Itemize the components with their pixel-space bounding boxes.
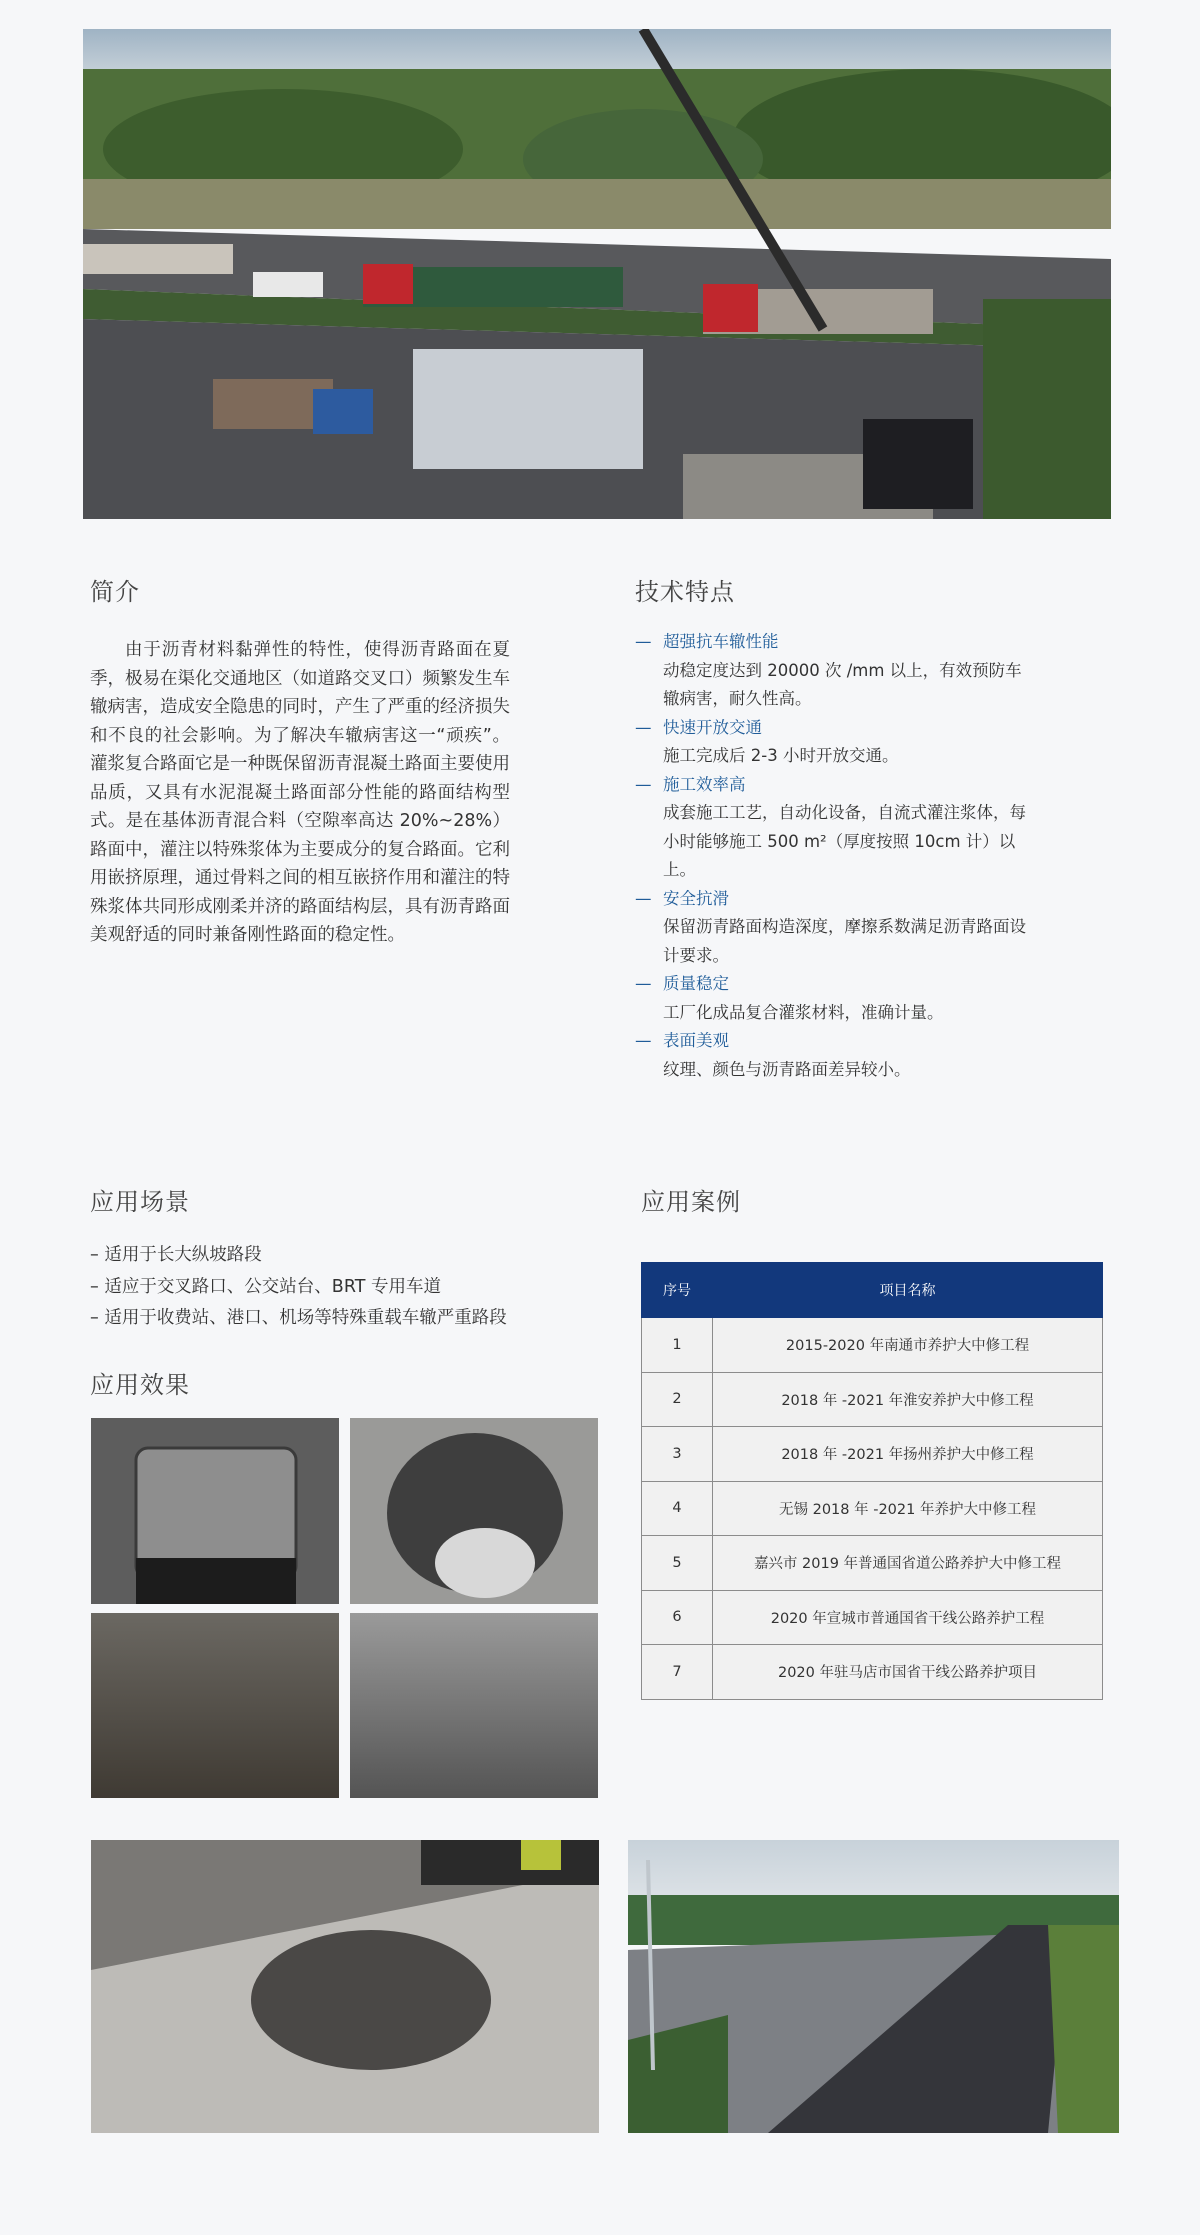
feature-dash: —: [635, 632, 652, 651]
core-sample-photo: [91, 1418, 339, 1604]
feature-title: [635, 1027, 1035, 1056]
feature-dash: —: [635, 774, 652, 794]
row-project: 2020 年驻马店市国省干线公路养护项目: [713, 1645, 1103, 1700]
feature-title-text: 表面美观: [663, 1031, 729, 1050]
features-title: 技术特点: [635, 578, 735, 606]
cases-table: [641, 1262, 1103, 1700]
feature-description: 保留沥青路面构造深度，摩擦系数满足沥青路面设计要求。: [663, 917, 1026, 965]
feature-title-text: 质量稳定: [663, 974, 729, 993]
feature-description: 施工完成后 2-3 小时开放交通。: [663, 746, 899, 765]
table-row: [642, 1318, 1103, 1373]
feature-item: [635, 714, 1035, 771]
table-row: [642, 1372, 1103, 1427]
features-list: [635, 628, 1035, 1084]
feature-title: [635, 771, 1035, 800]
header-index: 序号: [642, 1263, 713, 1318]
scenes-title: 应用场景: [90, 1188, 190, 1216]
row-project: 嘉兴市 2019 年普通国省道公路养护大中修工程: [713, 1536, 1103, 1591]
scene-item: – 适用于收费站、港口、机场等特殊重载车辙严重路段: [90, 1308, 507, 1328]
row-project: 2018 年 -2021 年扬州养护大中修工程: [713, 1427, 1103, 1482]
feature-title: [635, 628, 1035, 657]
table-row: [642, 1645, 1103, 1700]
feature-description: 纹理、颜色与沥青路面差异较小。: [663, 1059, 911, 1079]
scenes-list: [90, 1240, 507, 1335]
cases-title: 应用案例: [641, 1188, 741, 1216]
table-row: [642, 1481, 1103, 1536]
feature-item: [635, 628, 1035, 714]
row-index: 3: [642, 1427, 713, 1482]
feature-title: [635, 714, 1035, 743]
hero-construction-photo: [83, 29, 1111, 519]
feature-dash: —: [635, 974, 652, 993]
feature-description: 工厂化成品复合灌浆材料，准确计量。: [663, 1002, 944, 1022]
table-header-row: [642, 1263, 1103, 1318]
row-index: 4: [642, 1481, 713, 1536]
effects-title: 应用效果: [90, 1371, 190, 1399]
row-project: 2015-2020 年南通市养护大中修工程: [713, 1318, 1103, 1373]
feature-title-text: 快速开放交通: [663, 717, 762, 737]
feature-description: 成套施工工艺，自动化设备，自流式灌注浆体，每小时能够施工 500 m²（厚度按照 10cm 计）以上。: [663, 803, 1026, 879]
feature-dash: —: [635, 888, 652, 908]
scene-item: – 适用于长大纵坡路段: [90, 1245, 262, 1265]
row-project: 2020 年宣城市普通国省干线公路养护工程: [713, 1590, 1103, 1645]
feature-dash: —: [635, 717, 652, 737]
feature-dash: —: [635, 1031, 652, 1050]
feature-description: 动稳定度达到 20000 次 /mm 以上，有效预防车辙病害，耐久性高。: [663, 660, 1022, 708]
row-index: 2: [642, 1372, 713, 1427]
grout-pouring-photo: [91, 1840, 599, 2133]
feature-title-text: 安全抗滑: [663, 888, 729, 908]
feature-item: [635, 771, 1035, 885]
feature-item: [635, 885, 1035, 971]
table-row: [642, 1590, 1103, 1645]
feature-item: [635, 1027, 1035, 1084]
row-project: 2018 年 -2021 年淮安养护大中修工程: [713, 1372, 1103, 1427]
table-row: [642, 1536, 1103, 1591]
scene-item: – 适应于交叉路口、公交站台、BRT 专用车道: [90, 1276, 441, 1297]
intro-paragraph: 由于沥青材料黏弹性的特性，使得沥青路面在夏季，极易在渠化交通地区（如道路交叉口）频繁发生车辙病害，造成安全隐患的同时，产生了严重的经济损失和不良的社会影响。为了解决车辙病害这一“顽疾”。灌浆复合路面它是一种既保留沥青混凝土路面主要使用品质，又具有水泥混凝土路面部分性能的路面结构型式。是在基体沥青混合料（空隙率高达 20%~28%）路面中，灌注以特殊浆体为主要成分的复合路面。它利用嵌挤原理，通过骨料之间的相互嵌挤作用和灌注的特殊浆体共同形成刚柔并济的路面结构层，具有沥青路面美观舒适的同时兼备刚性路面的稳定性。: [90, 640, 510, 945]
row-index: 6: [642, 1590, 713, 1645]
core-hole-photo: [350, 1418, 598, 1604]
highway-overview-photo: [628, 1840, 1119, 2133]
feature-title: [635, 885, 1035, 914]
feature-title-text: 超强抗车辙性能: [663, 632, 779, 651]
intro-title: 简介: [90, 578, 140, 606]
feature-item: [635, 970, 1035, 1027]
road-surface-photo: [350, 1613, 598, 1798]
feature-title-text: 施工效率高: [663, 774, 746, 794]
row-index: 5: [642, 1536, 713, 1591]
feature-title: [635, 970, 1035, 999]
surface-texture-photo: [91, 1613, 339, 1798]
header-project-name: 项目名称: [713, 1263, 1103, 1318]
row-index: 7: [642, 1645, 713, 1700]
row-index: 1: [642, 1318, 713, 1373]
table-row: [642, 1427, 1103, 1482]
row-project: 无锡 2018 年 -2021 年养护大中修工程: [713, 1481, 1103, 1536]
